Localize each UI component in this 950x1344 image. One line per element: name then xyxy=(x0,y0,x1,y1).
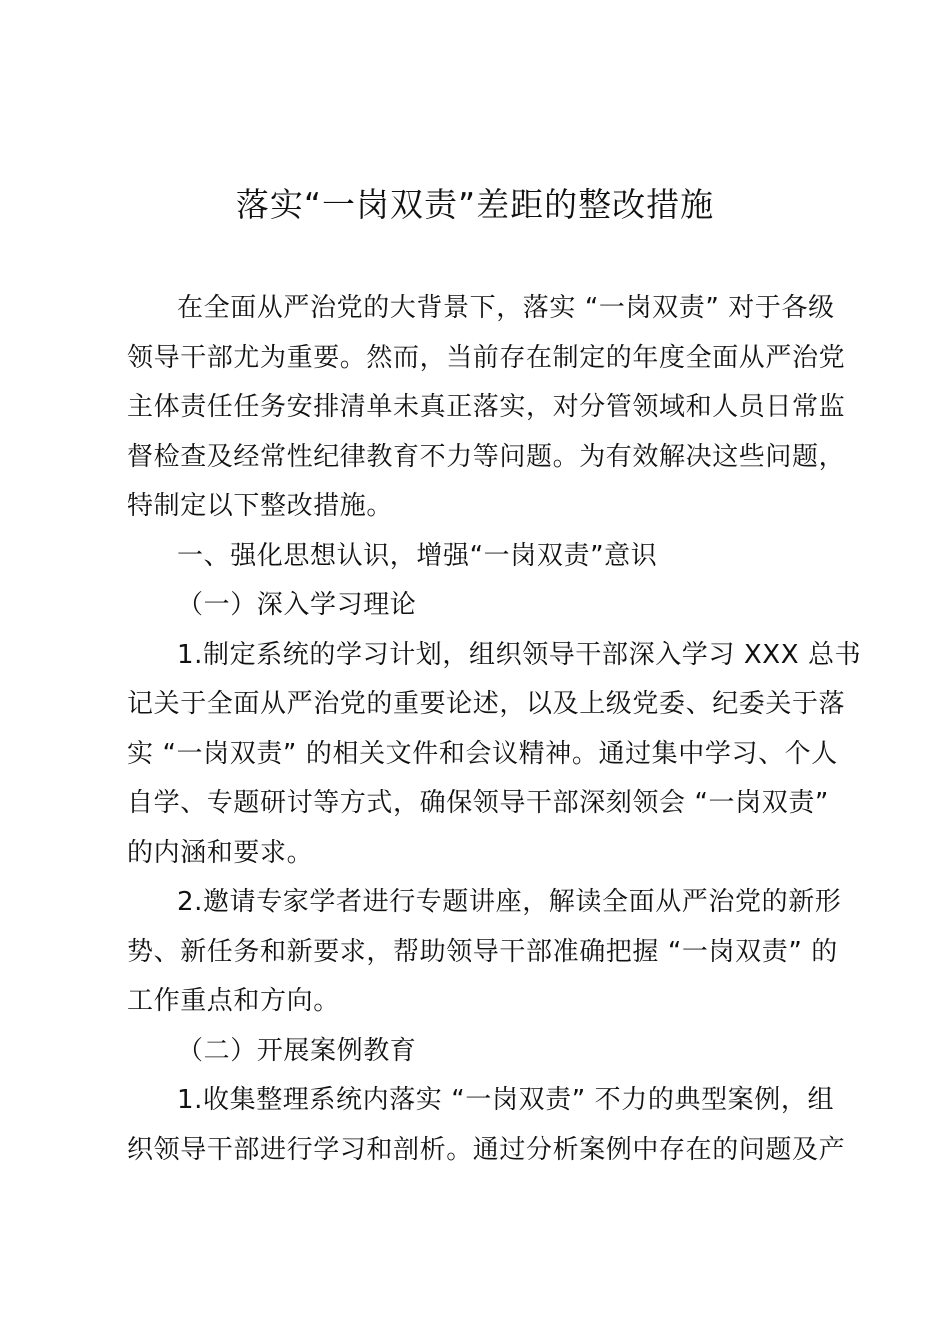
item-1-2-line: 势、新任务和新要求，帮助领导干部准确把握 “一岗双责” 的 xyxy=(127,936,838,967)
paragraph-intro-line: 在全面从严治党的大背景下，落实 “一岗双责” 对于各级 xyxy=(177,293,835,323)
paragraph-intro-line: 领导干部尤为重要。然而，当前存在制定的年度全面从严治党 xyxy=(127,342,846,373)
item-1-1-line: 实 “一岗双责” 的相关文件和会议精神。通过集中学习、个人 xyxy=(127,738,838,769)
item-1-1-line: 自学、专题研讨等方式，确保领导干部深刻领会 “一岗双责” xyxy=(127,788,830,818)
item-1-2-line: 2.邀请专家学者进行专题讲座，解读全面从严治党的新形 xyxy=(177,887,842,917)
section-heading-1: 一、强化思想认识，增强“一岗双责”意识 xyxy=(177,540,658,571)
document-body xyxy=(127,284,862,1175)
paragraph-intro-line: 督检查及经常性纪律教育不力等问题。为有效解决这些问题， xyxy=(127,441,846,472)
paragraph-intro-line: 特制定以下整改措施。 xyxy=(127,491,394,521)
subsection-heading-1: （一）深入学习理论 xyxy=(177,590,417,620)
document-title: 落实“一岗双责”差距的整改措施 xyxy=(235,185,715,224)
item-1-1-line: 1.制定系统的学习计划，组织领导干部深入学习 XXX 总书 xyxy=(177,639,862,670)
item-1-2-line: 工作重点和方向。 xyxy=(127,986,340,1016)
subsection-heading-2: （二）开展案例教育 xyxy=(177,1035,417,1066)
item-1-1-line: 记关于全面从严治党的重要论述，以及上级党委、纪委关于落 xyxy=(127,689,846,719)
item-2-1-line: 织领导干部进行学习和剖析。通过分析案例中存在的问题及产 xyxy=(127,1134,846,1165)
paragraph-intro-line: 主体责任任务安排清单未真正落实，对分管领域和人员日常监 xyxy=(127,392,846,422)
item-1-1-line: 的内涵和要求。 xyxy=(127,837,314,868)
item-2-1-line: 1.收集整理系统内落实 “一岗双责” 不力的典型案例，组 xyxy=(177,1085,835,1115)
